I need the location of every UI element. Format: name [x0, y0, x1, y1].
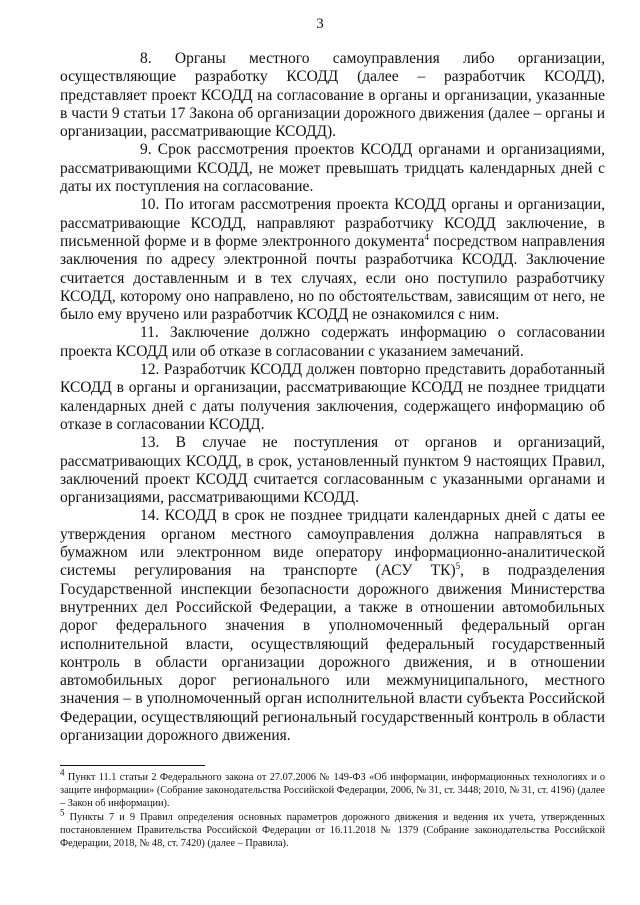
paragraph-9 [60, 141, 605, 196]
paragraph-number: 8. [140, 50, 152, 67]
footnote-ref-4[interactable]: 4 [424, 231, 429, 242]
paragraph-text-cont: , в подразделения Государственной инспекции безопасности дорожного движения Министерства внутренних дел Российской Федерации, а также в отношении автомобильных дорог федерального значения в уполномоченный федеральный орган исполнительной власти, осуществляющий федеральный государственный контроль в области организации дорожного движения, и в отношении автомобильных дорог регионального или межмуниципального, местного значения – в уполномоченный орган исполнительной власти субъекта Российской Федерации, осуществляющий региональный государственный контроль в области организации дорожного движения. [60, 562, 605, 744]
paragraph-text: Разработчик КСОДД должен повторно представить доработанный КСОДД в органы и организации, рассматривающие КСОДД не позднее тридцати календарных дней с даты получения заключения, содержащего информацию об отказе в согласовании КСОДД. [60, 361, 606, 433]
paragraph-8 [60, 50, 605, 141]
document-body [60, 50, 605, 745]
footnote-mark: 5 [60, 807, 65, 818]
paragraph-text-cont: посредством направления заключения по адресу электронной почты разработчика КСОДД. Заключение считается доставленным и в тех случаях, если оно поступило разработчику КСОДД, которому оно направлено, но по обстоятельствам, зависящим от него, не было ему вручено или разработчик КСОДД не ознакомился с ним. [60, 232, 605, 324]
paragraph-number: 10. [140, 196, 160, 214]
footnote-ref-5[interactable]: 5 [455, 561, 461, 572]
paragraph-number: 13. [140, 434, 160, 452]
footnote-text: Пункты 7 и 9 Правил определения основных параметров дорожного движения и ведения их учета, утвержденных постановлением Правительства Российской Федерации от 16.11.2018 № 1379 (Собрание законодательства Российской Федерации, 2018, № 48, ст. 7420) (далее – Правила). [60, 811, 605, 850]
paragraph-number: 9. [140, 141, 152, 159]
paragraph-text: По итогам рассмотрения проекта КСОДД органы и организации, рассматривающие КСОДД, направляют разработчику КСОДД заключение, в письменной форме и в форме электронного документа [60, 196, 605, 250]
paragraph-text: Заключение должно содержать информацию о согласовании проекта КСОДД или об отказе в согласовании с указанием замечаний. [60, 324, 606, 360]
paragraph-number: 11. [140, 324, 159, 342]
paragraph-text: Срок рассмотрения проектов КСОДД органами и организациями, рассматривающими КСОДД, не может превышать тридцать календарных дней с даты их поступления на согласование. [60, 141, 606, 196]
paragraph-14 [60, 507, 605, 745]
paragraph-10 [60, 196, 605, 324]
page-number: 3 [316, 16, 324, 32]
paragraph-text: В случае не поступления от органов и организаций, рассматривающих КСОДД, в срок, установленный пунктом 9 настоящих Правил, заключений проект КСОДД считается согласованным с указанными органами и организациями, рассматривающими КСОДД. [60, 434, 605, 507]
footnote-divider [60, 765, 205, 766]
footnote-text: Пункт 11.1 статьи 2 Федерального закона от 27.07.2006 № 149-ФЗ «Об информации, информационных технологиях и о защите информации» (Собрание законодательства Российской Федерации, 2006, № 31, ст. 3448; 2010, № 31, ст. 4196) (далее – Закон об информации). [60, 772, 605, 810]
footnote-4 [60, 767, 605, 811]
paragraph-number: 12. [140, 361, 160, 379]
paragraph-text: Органы местного самоуправления либо организации, осуществляющие разработку КСОДД (далее – разработчик КСОДД), представляет проект КСОДД на согласование в органы и организации, указанные в части 9 статьи 17 Закона об организации дорожного движения (далее – органы и организации, рассматривающие КСОДД). [60, 50, 606, 141]
paragraph-number: 14. [140, 507, 160, 525]
paragraph-13 [60, 434, 605, 507]
footnote-5 [60, 807, 605, 851]
footnote-mark: 4 [60, 767, 65, 778]
paragraph-text: КСОДД в срок не позднее тридцати календарных дней с даты ее утверждения органом местного самоуправления должна направляться в бумажном или электронном виде оператору информационно-аналитической системы регулирования на транспорте (АСУ ТК) [60, 507, 605, 580]
paragraph-11 [60, 324, 605, 361]
footnotes [60, 767, 605, 850]
paragraph-12 [60, 361, 605, 434]
